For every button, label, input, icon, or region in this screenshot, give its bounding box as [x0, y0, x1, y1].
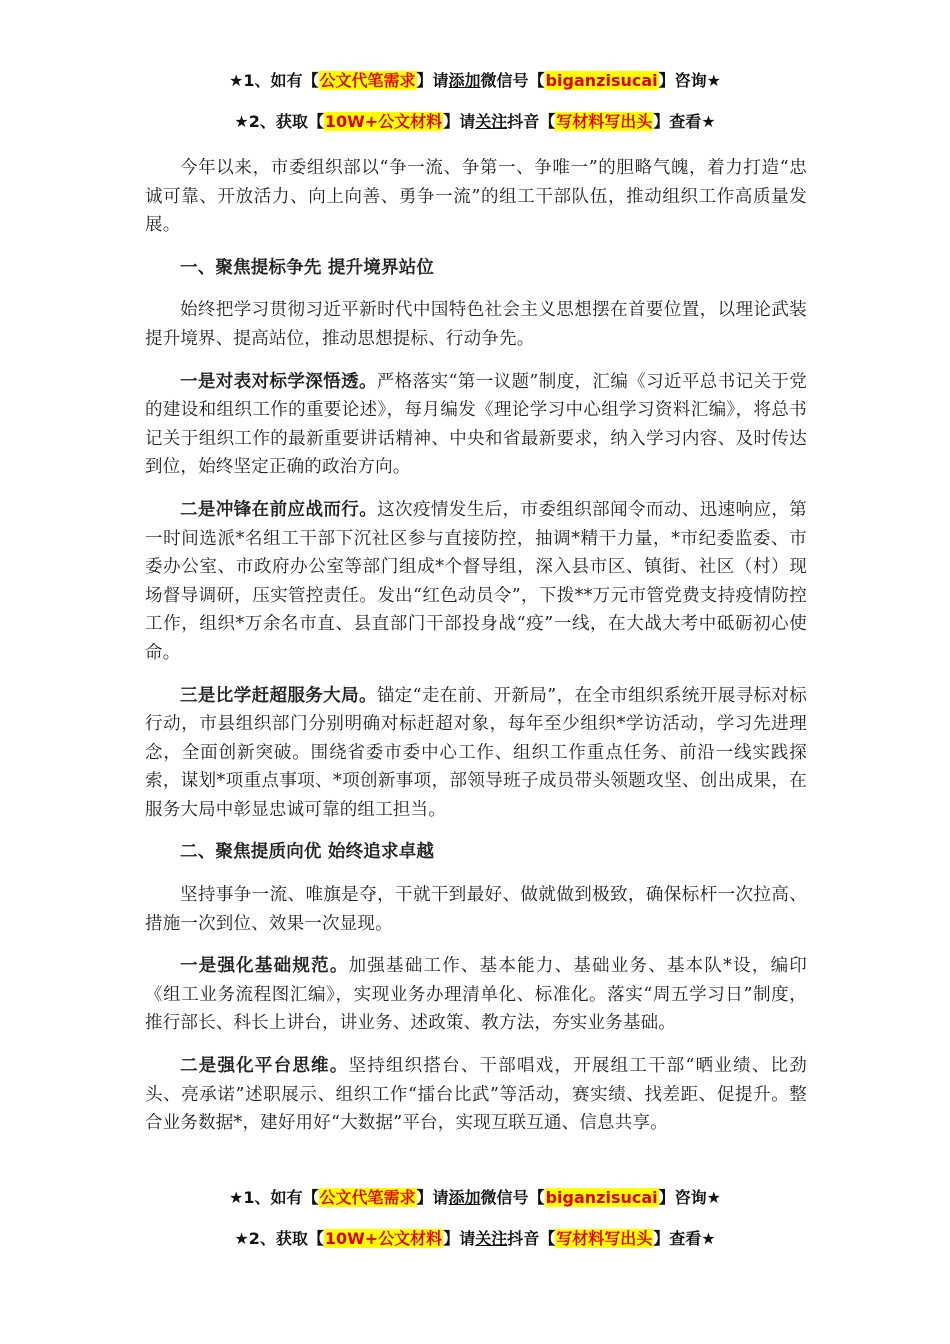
- promo-text: 】请: [416, 1188, 449, 1207]
- point-body: 锚定“走在前、开新局”，在全市组织系统开展寻标对标行动，市县组织部门分别明确对标赶超对象，每年至少组织*学访活动，学习先进理念，全面创新突破。围绕省委市委中心工作、组织工作重点任务、前沿一线实践探索，谋划*项重点事项、*项创新事项，部领导班子成员带头领题攻坚、创出成果，在服务大局中彰显忠诚可靠的组工担当。: [145, 685, 807, 820]
- promo-highlight: biganzisucai: [545, 71, 658, 90]
- section-1-point-3: [145, 682, 807, 825]
- section-2-intro: 坚持事争一流、唯旗是夺，干就干到最好、做就做到极致，确保标杆一次拉高、措施一次到位、效果一次显现。: [145, 885, 807, 934]
- promo-line-2-top: [0, 110, 950, 134]
- promo-underline: 添加: [448, 71, 481, 90]
- promo-underline: 关注: [475, 1229, 508, 1248]
- promo-text: ★2、获取【: [234, 112, 324, 131]
- point-body: 严格落实“第一议题”制度，汇编《习近平总书记关于党的建设和组织工作的重要论述》，每月编发《理论学习中心组学习资料汇编》，将总书记关于组织工作的最新重要讲话精神、中央和省最新要求，纳入学习内容、及时传达到位，始终坚定正确的政治方向。: [145, 371, 807, 478]
- promo-underline: 添加: [448, 1188, 481, 1207]
- promo-line-1-top: [0, 69, 950, 93]
- promo-text: ★2、获取【: [234, 1229, 324, 1248]
- section-2-heading: 二、聚焦提质向优 始终追求卓越: [180, 842, 435, 863]
- promo-text: 】请: [416, 71, 449, 90]
- section-1-point-1: [145, 368, 807, 482]
- section-1-point-2: [145, 496, 807, 668]
- promo-line-2-bottom: [0, 1227, 950, 1251]
- promo-highlight: 写材料写出头: [556, 112, 653, 131]
- promo-text: ★1、如有【: [229, 71, 319, 90]
- promo-highlight: biganzisucai: [545, 1188, 658, 1207]
- section-2-point-2: [145, 1052, 807, 1138]
- point-body: 坚持组织搭台、干部唱戏，开展组工干部“晒业绩、比劲头、亮承诺”述职展示、组织工作“擂台比武”等活动，赛实绩、找差距、促提升。整合业务数据*，建好用好“大数据”平台，实现互联互通、信息共享。: [145, 1056, 807, 1134]
- section-2-point-1: [145, 952, 807, 1038]
- point-lead: 一是对表对标学深悟透。: [180, 371, 377, 392]
- section-1-intro: 始终把学习贯彻习近平新时代中国特色社会主义思想摆在首要位置，以理论武装提升境界、提高站位，推动思想提标、行动争先。: [145, 300, 807, 349]
- intro-paragraph: 今年以来，市委组织部以“争一流、争第一、争唯一”的胆略气魄，着力打造“忠诚可靠、开放活力、向上向善、勇争一流”的组工干部队伍，推动组织工作高质量发展。: [145, 158, 807, 236]
- point-body: 加强基础工作、基本能力、基础业务、基本队*设，编印《组工业务流程图汇编》，实现业务办理清单化、标准化。落实“周五学习日”制度，推行部长、科长上讲台，讲业务、述政策、教方法，夯实业务基础。: [145, 956, 807, 1034]
- point-lead: 一是强化基础规范。: [180, 956, 349, 977]
- article-body: [145, 154, 807, 1152]
- point-body: 这次疫情发生后，市委组织部闻令而动、迅速响应，第一时间选派*名组工干部下沉社区参与直接防控，抽调*精干力量，*市纪委监委、市委办公室、市政府办公室等部门组成*个督导组，深入县市区、镇街、社区（村）现场督导调研，压实管控责任。发出“红色动员令”，下拨**万元市管党费支持疫情防控工作，组织*万余名市直、县直部门干部投身战“疫”一线，在大战大考中砥砺初心使命。: [145, 499, 807, 663]
- promo-text: ★1、如有【: [229, 1188, 319, 1207]
- promo-text: 】查看★: [653, 1229, 716, 1248]
- promo-text: 微信号【: [480, 1188, 545, 1207]
- promo-highlight: 写材料写出头: [556, 1229, 653, 1248]
- promo-underline: 关注: [475, 112, 508, 131]
- promo-highlight: 10W+公文材料: [324, 1229, 443, 1248]
- section-1-heading: 一、聚焦提标争先 提升境界站位: [180, 257, 435, 278]
- promo-line-1-bottom: [0, 1186, 950, 1210]
- promo-text: 微信号【: [480, 71, 545, 90]
- promo-text: 抖音【: [507, 112, 556, 131]
- promo-text: 】请: [443, 1229, 476, 1248]
- promo-highlight: 公文代笔需求: [319, 1188, 416, 1207]
- point-lead: 三是比学赶超服务大局。: [180, 685, 377, 706]
- promo-highlight: 10W+公文材料: [324, 112, 443, 131]
- promo-text: 】咨询★: [658, 71, 721, 90]
- promo-text: 】查看★: [653, 112, 716, 131]
- promo-text: 抖音【: [507, 1229, 556, 1248]
- promo-text: 】请: [443, 112, 476, 131]
- promo-highlight: 公文代笔需求: [319, 71, 416, 90]
- promo-text: 】咨询★: [658, 1188, 721, 1207]
- point-lead: 二是强化平台思维。: [180, 1056, 349, 1077]
- point-lead: 二是冲锋在前应战而行。: [180, 499, 378, 520]
